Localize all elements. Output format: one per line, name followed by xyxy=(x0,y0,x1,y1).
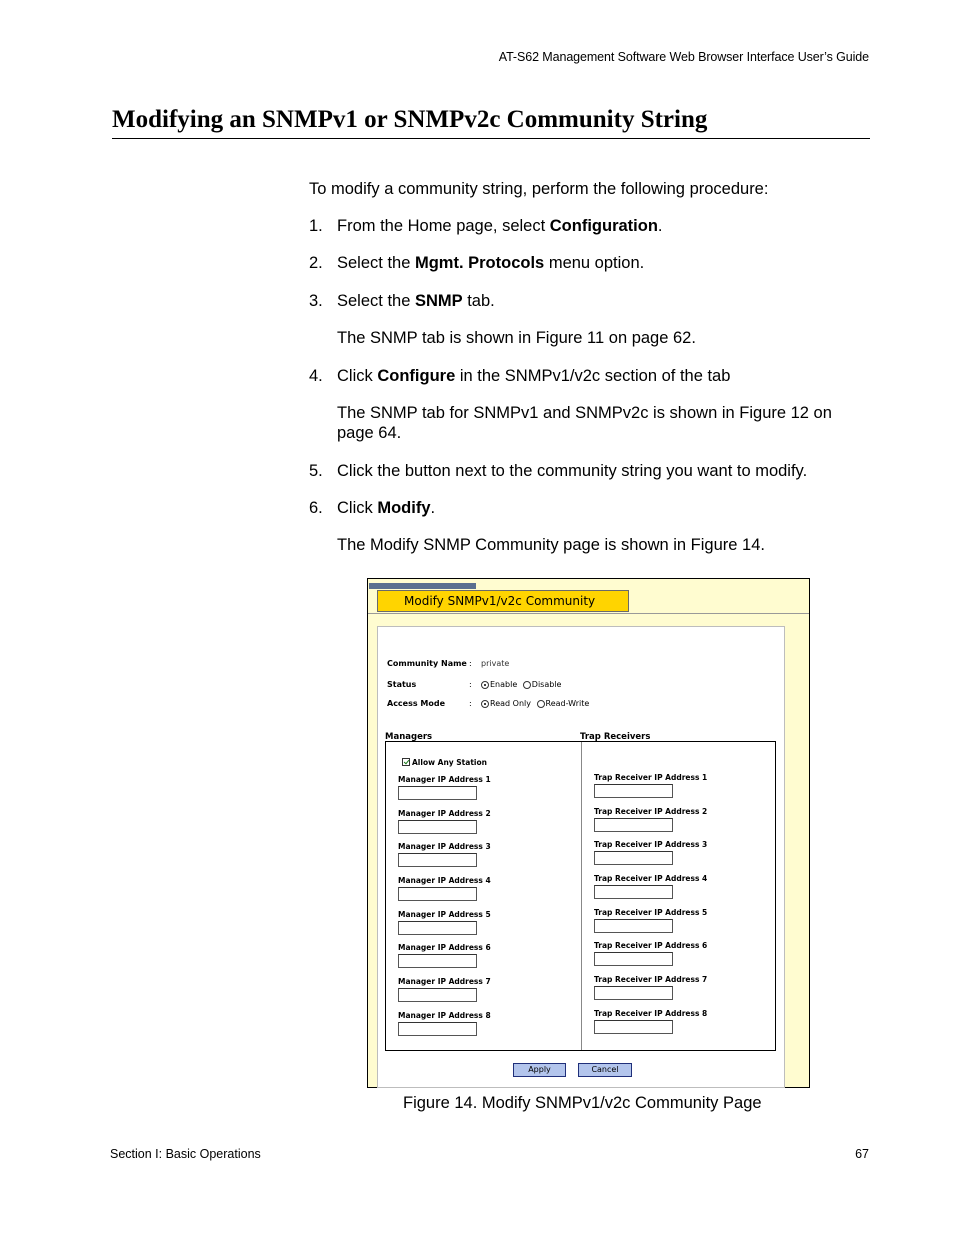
trap-ip-6 xyxy=(594,941,707,966)
step-text: . xyxy=(430,499,436,517)
manager-ip-1 xyxy=(398,775,491,800)
trap-ip-7 xyxy=(594,975,707,1000)
step-number: 3. xyxy=(309,292,323,310)
trap-ip-input[interactable] xyxy=(594,851,673,865)
allow-any-station-checkbox[interactable] xyxy=(402,758,410,766)
manager-ip-input[interactable] xyxy=(398,887,477,901)
step-5 xyxy=(309,461,869,481)
trap-ip-1 xyxy=(594,773,707,798)
manager-ip-label: Manager IP Address 5 xyxy=(398,910,491,919)
trap-ip-input[interactable] xyxy=(594,919,673,933)
manager-ip-input[interactable] xyxy=(398,988,477,1002)
trap-ip-input[interactable] xyxy=(594,885,673,899)
community-name-label: Community Name xyxy=(387,659,467,668)
trap-ip-4 xyxy=(594,874,707,899)
separator: : xyxy=(469,699,472,708)
step-6-note: The Modify SNMP Community page is shown in Figure 14. xyxy=(337,536,765,554)
trap-ip-2 xyxy=(594,807,707,832)
tab-modify-community[interactable]: Modify SNMPv1/v2c Community xyxy=(377,590,629,612)
manager-ip-5 xyxy=(398,910,491,935)
step-text: Click xyxy=(337,499,378,517)
trap-ip-label: Trap Receiver IP Address 6 xyxy=(594,941,708,950)
step-number: 6. xyxy=(309,499,323,517)
tab-bar xyxy=(368,579,809,614)
trap-ip-3 xyxy=(594,840,707,865)
trap-ip-label: Trap Receiver IP Address 5 xyxy=(594,908,708,917)
trap-ip-label: Trap Receiver IP Address 8 xyxy=(594,1009,708,1018)
step-text: . xyxy=(657,217,663,235)
footer-page-number: 67 xyxy=(855,1147,869,1161)
step-text: Select the xyxy=(337,292,415,310)
step-4-note: The SNMP tab for SNMPv1 and SNMPv2c is shown in Figure 12 on page 64. xyxy=(337,404,832,442)
allow-any-station-row xyxy=(402,758,487,767)
step-text: tab. xyxy=(462,292,495,310)
manager-ip-input[interactable] xyxy=(398,853,477,867)
cancel-button[interactable]: Cancel xyxy=(578,1063,632,1077)
step-number: 4. xyxy=(309,367,323,385)
trap-ip-input[interactable] xyxy=(594,952,673,966)
manager-ip-input[interactable] xyxy=(398,921,477,935)
access-read-write-label: Read-Write xyxy=(545,699,590,708)
step-4 xyxy=(309,366,869,386)
trap-ip-label: Trap Receiver IP Address 2 xyxy=(594,807,708,816)
trap-ip-input[interactable] xyxy=(594,1020,673,1034)
step-3 xyxy=(309,291,869,311)
status-enable-radio[interactable] xyxy=(481,681,489,689)
manager-ip-input[interactable] xyxy=(398,954,477,968)
step-6 xyxy=(309,498,869,518)
figure-caption: Figure 14. Modify SNMPv1/v2c Community Page xyxy=(403,1094,762,1112)
manager-ip-7 xyxy=(398,977,491,1002)
manager-ip-label: Manager IP Address 7 xyxy=(398,977,491,986)
column-divider xyxy=(581,742,582,1050)
step-ui-term: Configure xyxy=(377,367,456,385)
manager-ip-label: Manager IP Address 3 xyxy=(398,842,491,851)
apply-button[interactable]: Apply xyxy=(513,1063,566,1077)
access-mode-label: Access Mode xyxy=(387,699,446,708)
step-text: Click the button next to the community string you want to modify. xyxy=(337,462,808,480)
trap-ip-input[interactable] xyxy=(594,784,673,798)
step-number: 5. xyxy=(309,462,323,480)
trap-ip-5 xyxy=(594,908,707,933)
trap-ip-label: Trap Receiver IP Address 3 xyxy=(594,840,708,849)
step-ui-term: Configuration xyxy=(549,217,658,235)
trap-ip-8 xyxy=(594,1009,707,1034)
step-ui-term: SNMP xyxy=(414,292,463,310)
trap-ip-label: Trap Receiver IP Address 7 xyxy=(594,975,708,984)
step-text: in the SNMPv1/v2c section of the tab xyxy=(455,367,731,385)
figure-screenshot xyxy=(367,578,810,1088)
manager-ip-8 xyxy=(398,1011,491,1036)
step-ui-term: Modify xyxy=(377,499,431,517)
manager-ip-4 xyxy=(398,876,491,901)
step-text: From the Home page, select xyxy=(337,217,550,235)
section-title: Modifying an SNMPv1 or SNMPv2c Community String xyxy=(112,106,870,139)
tab-strip xyxy=(369,583,476,589)
manager-ip-6 xyxy=(398,943,491,968)
form-panel xyxy=(377,626,785,1088)
step-number: 1. xyxy=(309,217,323,235)
footer-section: Section I: Basic Operations xyxy=(110,1147,261,1161)
trap-ip-label: Trap Receiver IP Address 1 xyxy=(594,773,708,782)
access-read-only-radio[interactable] xyxy=(481,700,489,708)
manager-ip-label: Manager IP Address 4 xyxy=(398,876,491,885)
manager-ip-input[interactable] xyxy=(398,786,477,800)
manager-ip-3 xyxy=(398,842,491,867)
manager-ip-label: Manager IP Address 2 xyxy=(398,809,491,818)
access-read-only-label: Read Only xyxy=(490,699,531,708)
step-text: Click xyxy=(337,367,378,385)
manager-ip-label: Manager IP Address 1 xyxy=(398,775,491,784)
status-label: Status xyxy=(387,680,417,689)
manager-ip-2 xyxy=(398,809,491,834)
step-text: Select the xyxy=(337,254,415,272)
managers-title: Managers xyxy=(385,732,433,742)
manager-ip-label: Manager IP Address 8 xyxy=(398,1011,491,1020)
status-disable-label: Disable xyxy=(531,680,562,689)
separator: : xyxy=(469,680,472,689)
managers-trap-box xyxy=(385,741,776,1051)
running-header: AT-S62 Management Software Web Browser Interface User’s Guide xyxy=(498,50,869,64)
access-read-write-radio[interactable] xyxy=(537,700,545,708)
step-3-note: The SNMP tab is shown in Figure 11 on page 62. xyxy=(337,329,696,347)
community-name-value: private xyxy=(481,659,510,668)
status-disable-radio[interactable] xyxy=(523,681,531,689)
step-2 xyxy=(309,253,869,273)
allow-any-station-label: Allow Any Station xyxy=(412,758,487,767)
status-enable-label: Enable xyxy=(490,680,518,689)
step-1 xyxy=(309,216,869,236)
manager-ip-label: Manager IP Address 6 xyxy=(398,943,491,952)
step-number: 2. xyxy=(309,254,323,272)
trap-receivers-title: Trap Receivers xyxy=(580,732,651,742)
intro-paragraph: To modify a community string, perform the following procedure: xyxy=(309,180,769,198)
trap-ip-input[interactable] xyxy=(594,818,673,832)
trap-ip-input[interactable] xyxy=(594,986,673,1000)
step-text: menu option. xyxy=(544,254,645,272)
manager-ip-input[interactable] xyxy=(398,820,477,834)
step-ui-term: Mgmt. Protocols xyxy=(414,254,545,272)
separator: : xyxy=(469,659,472,668)
manager-ip-input[interactable] xyxy=(398,1022,477,1036)
trap-ip-label: Trap Receiver IP Address 4 xyxy=(594,874,708,883)
